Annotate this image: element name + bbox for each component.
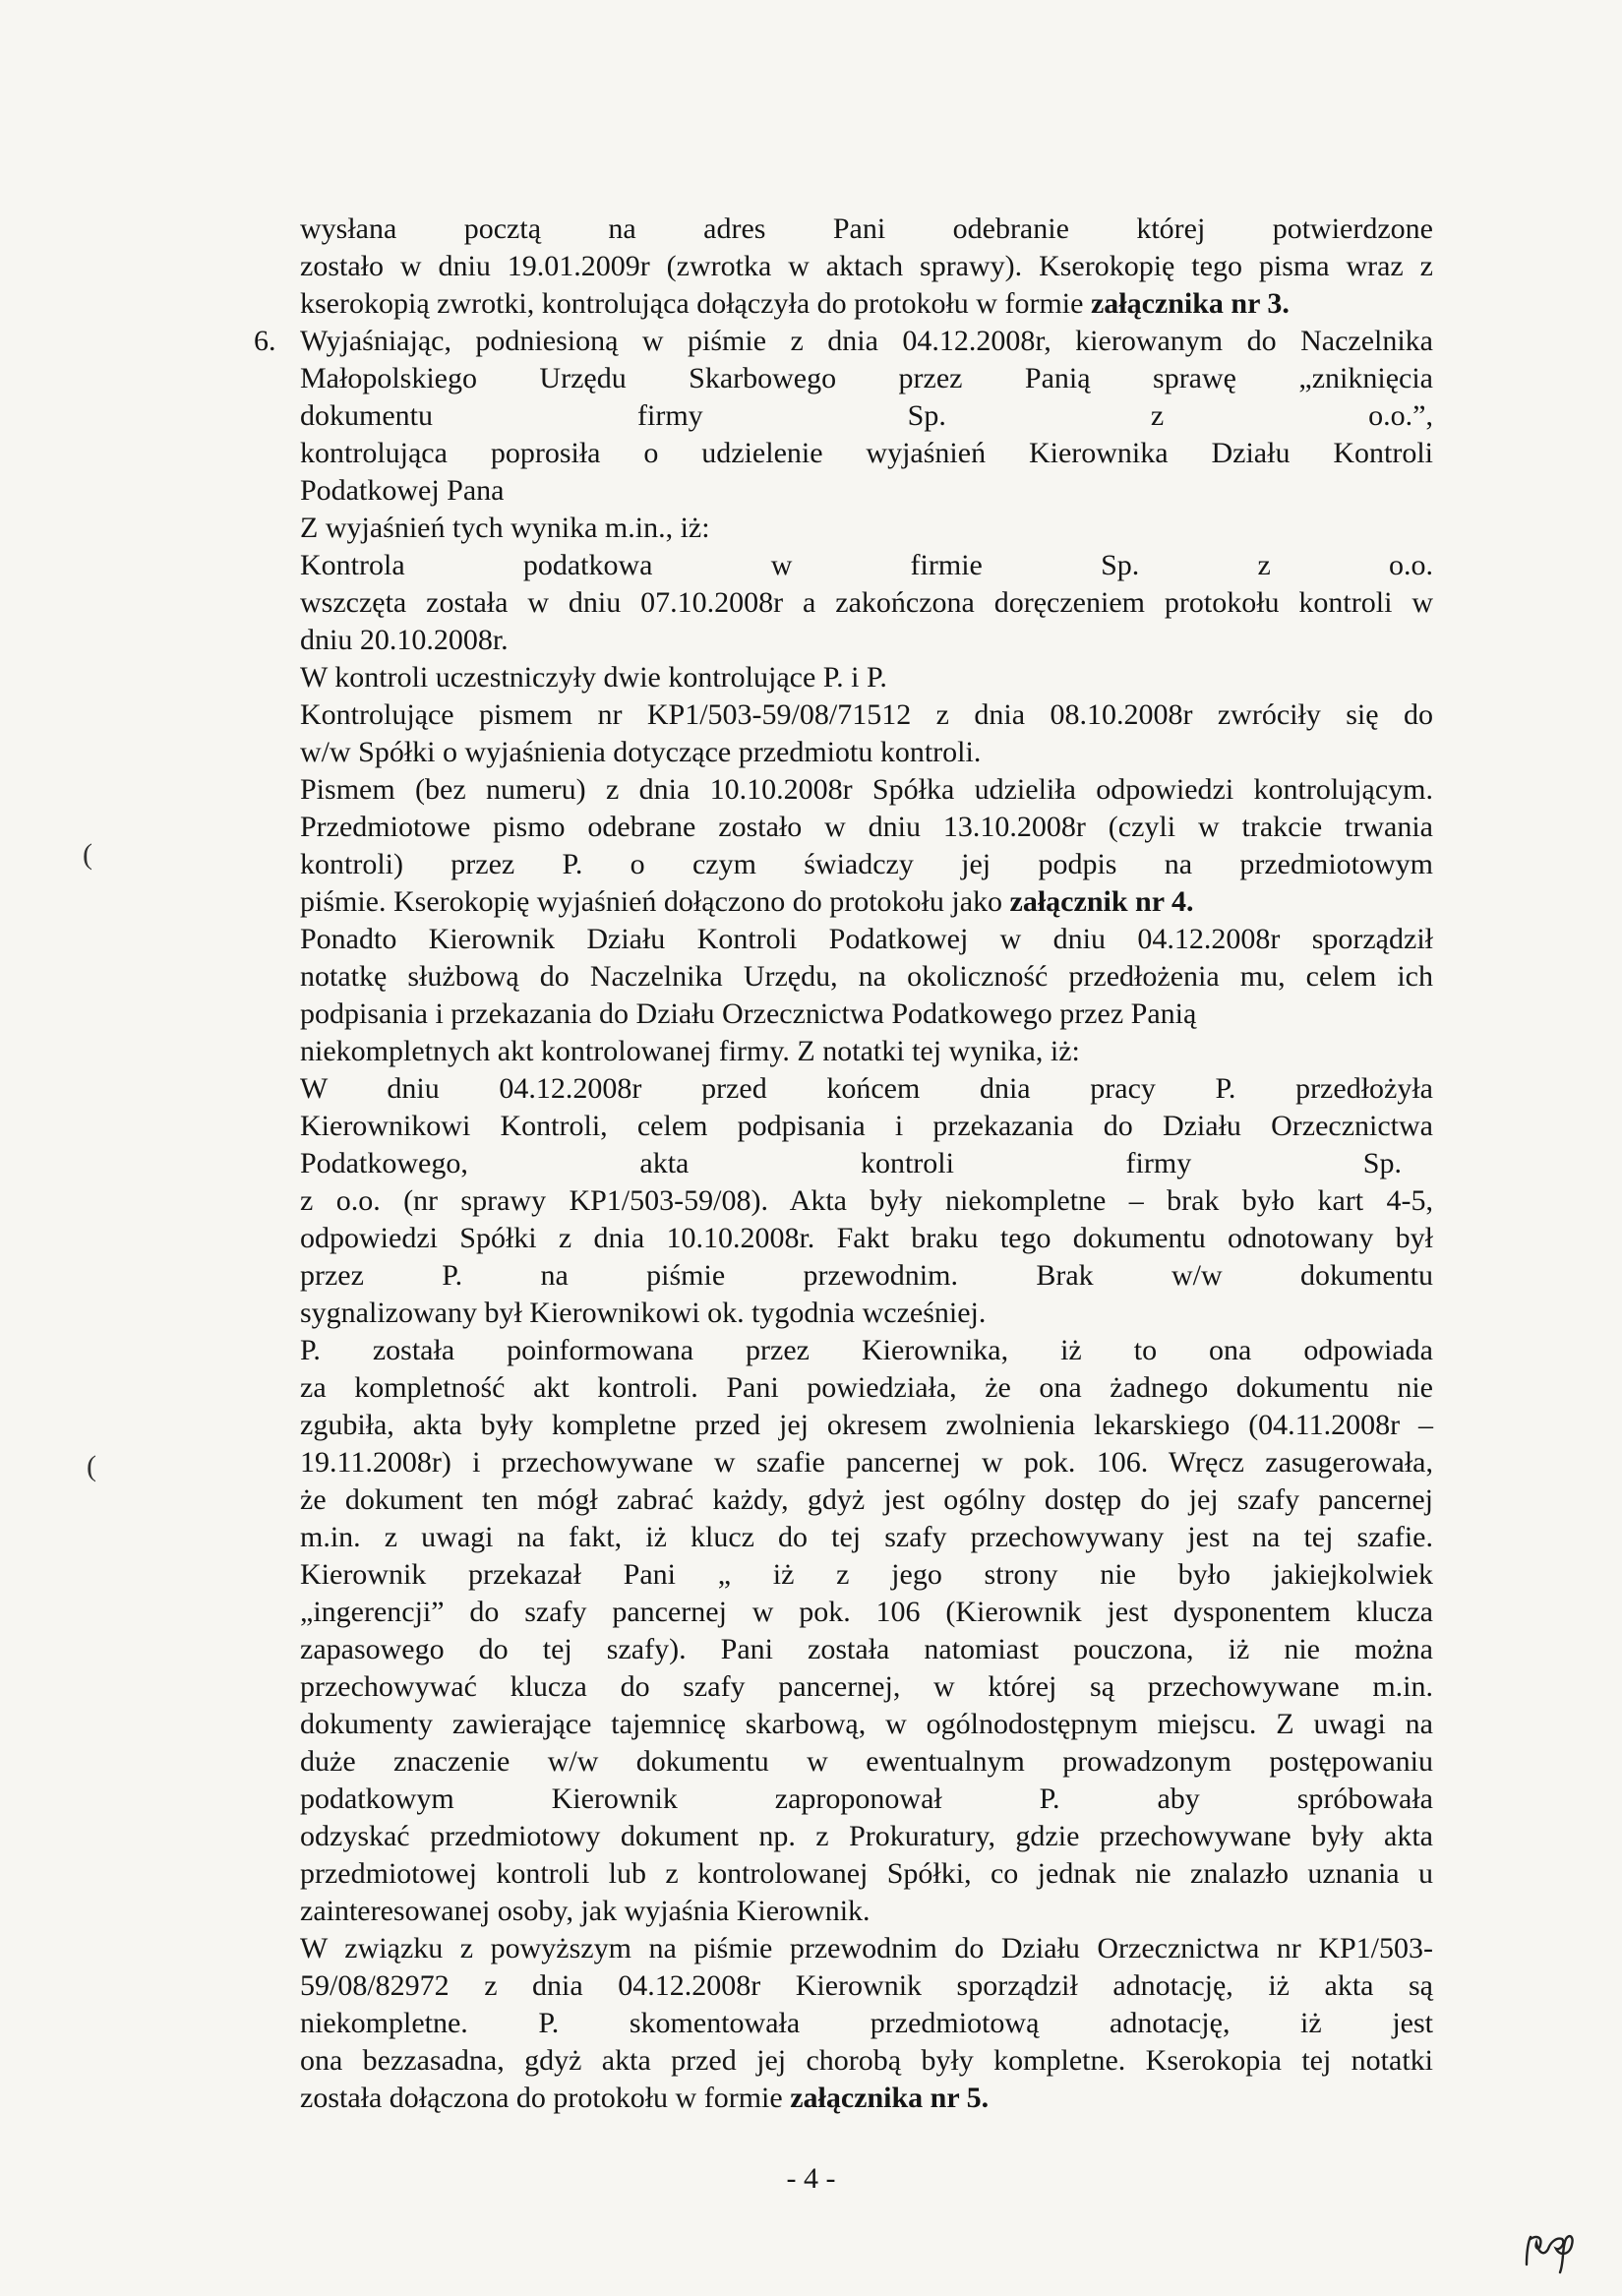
text-line: Podatkowego, akta kontroli firmy Sp. [300, 1147, 1402, 1179]
text-line: Pismem (bez numeru) z dnia 10.10.2008r Spółka udzieliła odpowiedzi kontrolującym. [300, 773, 1433, 806]
text-line: 19.11.2008r) i przechowywane w szafie pancernej w pok. 106. Wręcz zasugerowała, [300, 1446, 1433, 1479]
text-line: Kierownik przekazał Pani „ iż z jego strony nie było jakiejkolwiek [300, 1558, 1433, 1591]
text-line: Kontrola podatkowa w firmie Sp. z o.o. [300, 549, 1433, 581]
text-line: Kierownikowi Kontroli, celem podpisania i przekazania do Działu Orzecznictwa [300, 1110, 1433, 1142]
text-line: P. została poinformowana przez Kierownika, iż to ona odpowiada [300, 1334, 1433, 1366]
bold-attachment-ref: załącznika nr 3. [1090, 287, 1290, 320]
margin-mark: ( [87, 1450, 96, 1482]
text-line: piśmie. Kserokopię wyjaśnień dołączono do protokołu jako załącznik nr 4. [300, 885, 1194, 918]
text-line: podpisania i przekazania do Działu Orzecznictwa Podatkowego przez Panią [300, 997, 1197, 1030]
text-line: W dniu 04.12.2008r przed końcem dnia pracy P. przedłożyła [300, 1072, 1433, 1105]
text-line: 59/08/82972 z dnia 04.12.2008r Kierownik sporządził adnotację, iż akta są [300, 1969, 1433, 2002]
text-line: odpowiedzi Spółki z dnia 10.10.2008r. Fakt braku tego dokumentu odnotowany był [300, 1222, 1433, 1254]
text-line: m.in. z uwagi na fakt, iż klucz do tej szafy przechowywany jest na tej szafie. [300, 1521, 1433, 1553]
margin-mark: ( [83, 838, 92, 871]
text-line: dniu 20.10.2008r. [300, 624, 509, 656]
text-line: że dokument ten mógł zabrać każdy, gdyż jest ogólny dostęp do jej szafy pancernej [300, 1483, 1433, 1516]
text-line: W związku z powyższym na piśmie przewodnim do Działu Orzecznictwa nr KP1/503- [300, 1932, 1433, 1964]
text-line: dokumenty zawierające tajemnicę skarbową, w ogólnodostępnym miejscu. Z uwagi na [300, 1708, 1433, 1740]
text-line: wysłana pocztą na adres Pani odebranie której potwierdzone [300, 212, 1433, 245]
text-line: niekompletne. P. skomentowała przedmiotową adnotację, iż jest [300, 2007, 1433, 2039]
text-line: kserokopią zwrotki, kontrolująca dołączyła do protokołu w formie załącznika nr 3. [300, 287, 1290, 320]
text-line: duże znaczenie w/w dokumentu w ewentualnym prowadzonym postępowaniu [300, 1745, 1433, 1778]
text-line: z o.o. (nr sprawy KP1/503-59/08). Akta były niekompletne – brak było kart 4-5, [300, 1184, 1433, 1217]
text-line: sygnalizowany był Kierownikowi ok. tygodnia wcześniej. [300, 1297, 987, 1329]
text-line: zostało w dniu 19.01.2009r (zwrotka w aktach sprawy). Kserokopię tego pisma wraz z [300, 250, 1433, 282]
page-number: - 4 - [786, 2162, 836, 2195]
list-number: 6. [254, 325, 276, 357]
text-line: podatkowym Kierownik zaproponował P. aby spróbowała [300, 1782, 1433, 1815]
text-line: przez P. na piśmie przewodnim. Brak w/w dokumentu [300, 1259, 1433, 1292]
text-line: Z wyjaśnień tych wynika m.in., iż: [300, 512, 710, 544]
text-line: zainteresowanej osoby, jak wyjaśnia Kierownik. [300, 1895, 871, 1927]
text-line: Ponadto Kierownik Działu Kontroli Podatkowej w dniu 04.12.2008r sporządził [300, 923, 1433, 955]
text-line: w/w Spółki o wyjaśnienia dotyczące przedmiotu kontroli. [300, 736, 982, 768]
text-line: kontroli) przez P. o czym świadczy jej podpis na przedmiotowym [300, 848, 1433, 880]
text-line: za kompletność akt kontroli. Pani powiedziała, że ona żadnego dokumentu nie [300, 1371, 1433, 1404]
text-line: zapasowego do tej szafy). Pani została natomiast pouczona, iż nie można [300, 1633, 1433, 1665]
bold-attachment-ref: załącznik nr 4. [1009, 885, 1194, 918]
text-line: Przedmiotowe pismo odebrane zostało w dniu 13.10.2008r (czyli w trakcie trwania [300, 811, 1433, 843]
text-line: „ingerencji” do szafy pancernej w pok. 106 (Kierownik jest dysponentem klucza [300, 1596, 1433, 1628]
text-line: kontrolująca poprosiła o udzielenie wyjaśnień Kierownika Działu Kontroli [300, 437, 1433, 469]
text-line: przechowywać klucza do szafy pancernej, w której są przechowywane m.in. [300, 1670, 1433, 1703]
text-line: W kontroli uczestniczyły dwie kontrolujące P. i P. [300, 661, 887, 694]
text-line: Wyjaśniając, podniesioną w piśmie z dnia 04.12.2008r, kierowanym do Naczelnika [300, 325, 1433, 357]
text-line: zgubiła, akta były kompletne przed jej okresem zwolnienia lekarskiego (04.11.2008r – [300, 1409, 1433, 1441]
text-line: Kontrolujące pismem nr KP1/503-59/08/71512 z dnia 08.10.2008r zwróciły się do [300, 698, 1433, 731]
text-line: odzyskać przedmiotowy dokument np. z Prokuratury, gdzie przechowywane były akta [300, 1820, 1433, 1852]
text-line: dokumentu firmy Sp. z o.o.”, [300, 399, 1433, 432]
text-line: Podatkowej Pana [300, 474, 505, 507]
text-line: przedmiotowej kontroli lub z kontrolowanej Spółki, co jednak nie znalazło uznania u [300, 1857, 1433, 1890]
handwritten-initials [1521, 2227, 1592, 2274]
text-line: Małopolskiego Urzędu Skarbowego przez Panią sprawę „zniknięcia [300, 362, 1433, 394]
bold-attachment-ref: załącznika nr 5. [790, 2082, 990, 2114]
text-line: została dołączona do protokołu w formie załącznika nr 5. [300, 2082, 990, 2114]
text-line: ona bezzasadna, gdyż akta przed jej chorobą były kompletne. Kserokopia tej notatki [300, 2044, 1433, 2077]
text-line: niekompletnych akt kontrolowanej firmy. Z notatki tej wynika, iż: [300, 1035, 1080, 1067]
text-line: notatkę służbową do Naczelnika Urzędu, na okoliczność przedłożenia mu, celem ich [300, 960, 1433, 993]
text-line: wszczęta została w dniu 07.10.2008r a zakończona doręczeniem protokołu kontroli w [300, 586, 1433, 619]
